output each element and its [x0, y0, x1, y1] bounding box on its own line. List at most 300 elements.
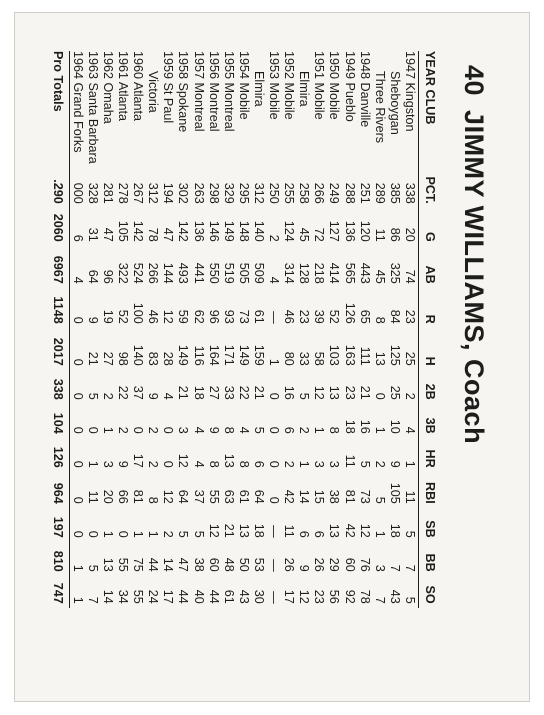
table-cell: 64 — [85, 269, 100, 284]
table-cell: 441 — [191, 262, 206, 284]
table-cell: 1 — [101, 530, 116, 538]
column-header: 3B — [418, 404, 437, 438]
table-cell: 2 — [161, 530, 176, 538]
table-cell: 27 — [101, 351, 116, 366]
table-cell: 3 — [312, 460, 327, 468]
table-cell: 18 — [342, 419, 357, 434]
table-cell: 295 — [236, 182, 251, 204]
table-cell: 42 — [342, 523, 357, 538]
table-cell: 0 — [85, 426, 100, 434]
table-cell: 11 — [372, 228, 387, 242]
table-cell: 84 — [387, 309, 402, 324]
table-cell: 5 — [191, 530, 206, 538]
table-cell: 0 — [131, 426, 146, 434]
table-cell: 31 — [85, 227, 100, 242]
table-cell: 44 — [146, 557, 161, 572]
table-cell: 5 — [251, 426, 266, 434]
table-cell: 0 — [267, 460, 282, 468]
table-cell: 50 — [236, 557, 251, 572]
table-cell: 1 — [146, 530, 161, 538]
table-cell: 5 — [357, 460, 372, 468]
table-cell: 505 — [236, 262, 251, 284]
table-cell: 55 — [131, 589, 146, 604]
table-cell: 8 — [221, 426, 236, 434]
table-cell: 4 — [267, 276, 282, 284]
table-cell: 96 — [206, 309, 221, 324]
table-cell: 22 — [236, 385, 251, 400]
table-cell: 45 — [372, 269, 387, 284]
table-cell: 5 — [402, 530, 417, 538]
table-cell: 58 — [312, 351, 327, 366]
table-cell: 23 — [402, 309, 417, 324]
table-cell: 127 — [327, 220, 342, 242]
table-cell: 42 — [282, 489, 297, 504]
table-cell: 46 — [282, 309, 297, 324]
table-cell: 105 — [116, 220, 131, 242]
table-cell: — — [267, 559, 282, 572]
table-cell: 64 — [176, 489, 191, 504]
table-cell: 3 — [372, 564, 387, 572]
table-cell: 37 — [191, 489, 206, 504]
table-cell: 18 — [387, 523, 402, 538]
year-club-cell: Victoria — [146, 71, 161, 113]
table-cell: 100 — [131, 302, 146, 324]
table-cell: 21 — [251, 385, 266, 400]
table-cell: 0 — [85, 530, 100, 538]
table-cell: 52 — [327, 309, 342, 324]
table-cell: 96 — [101, 269, 116, 284]
table-cell: 3 — [176, 426, 191, 434]
table-cell: 1148 — [50, 288, 70, 328]
table-cell: 9 — [206, 426, 221, 434]
table-cell: 524 — [131, 262, 146, 284]
table-cell: 34 — [116, 589, 131, 604]
table-cell: 61 — [221, 589, 236, 604]
table-cell: 9 — [297, 564, 312, 572]
table-cell: 0 — [267, 496, 282, 504]
table-cell: 6 — [251, 460, 266, 468]
column-header: AB — [418, 246, 437, 288]
table-cell: 65 — [357, 309, 372, 324]
table-row — [221, 51, 236, 608]
table-cell: 149 — [221, 220, 236, 242]
table-cell: 2 — [282, 460, 297, 468]
table-cell: 314 — [282, 262, 297, 284]
table-cell: 0 — [267, 392, 282, 400]
table-cell: 73 — [236, 309, 251, 324]
table-cell: 289 — [372, 182, 387, 204]
table-cell: 103 — [327, 344, 342, 366]
year-club-cell: Elmira — [251, 71, 266, 107]
year-club-cell: 1947 Kingston — [402, 51, 417, 132]
table-cell: 24 — [146, 589, 161, 604]
table-cell: 144 — [161, 262, 176, 284]
player-name: JIMMY WILLIAMS, Coach — [459, 110, 489, 445]
table-cell: 288 — [342, 182, 357, 204]
table-cell: 1 — [85, 460, 100, 468]
table-cell: 0 — [70, 530, 85, 538]
table-cell: 493 — [176, 262, 191, 284]
table-cell: 126 — [342, 302, 357, 324]
table-cell: 38 — [327, 489, 342, 504]
table-cell: 16 — [357, 419, 372, 434]
table-cell: 322 — [116, 262, 131, 284]
table-cell: 6 — [312, 530, 327, 538]
table-cell: 0 — [372, 392, 387, 400]
totals-label: Pro Totals — [50, 51, 70, 168]
table-cell: 60 — [206, 557, 221, 572]
table-cell: 329 — [221, 182, 236, 204]
table-cell: 0 — [70, 460, 85, 468]
table-cell: 6967 — [50, 246, 70, 288]
table-cell: 124 — [282, 220, 297, 242]
table-cell: 6 — [297, 530, 312, 538]
table-cell: 59 — [176, 309, 191, 324]
table-cell: 40 — [191, 589, 206, 604]
table-cell: 74 — [402, 269, 417, 284]
table-cell: 47 — [101, 227, 116, 242]
column-header: YEAR CLUB — [418, 51, 437, 168]
table-cell: — — [267, 591, 282, 604]
table-cell: 255 — [282, 182, 297, 204]
table-cell: 47 — [176, 557, 191, 572]
table-row — [311, 51, 326, 608]
table-cell: 18 — [191, 385, 206, 400]
table-cell: 80 — [282, 351, 297, 366]
table-row — [191, 51, 206, 608]
table-cell: 12 — [297, 589, 312, 604]
column-header: G — [418, 208, 437, 246]
table-cell: 9 — [387, 460, 402, 468]
table-cell: 0 — [70, 496, 85, 504]
table-cell: 27 — [206, 385, 221, 400]
table-cell: 12 — [161, 489, 176, 504]
table-cell: 266 — [146, 262, 161, 284]
table-cell: 62 — [191, 309, 206, 324]
year-club-cell: 1961 Atlanta — [116, 51, 131, 122]
year-club-cell: Three Rivers — [372, 71, 387, 144]
year-club-cell: 1964 Grand Forks — [70, 51, 85, 153]
table-cell: 20 — [402, 227, 417, 242]
card-title — [458, 65, 489, 444]
table-cell: 3 — [101, 460, 116, 468]
rotated-content — [15, 13, 530, 702]
table-cell: 267 — [131, 182, 146, 204]
column-header: RBI — [418, 472, 437, 508]
table-cell: 47 — [161, 227, 176, 242]
table-cell: 14 — [297, 489, 312, 504]
table-cell: 0 — [70, 316, 85, 324]
table-cell: 29 — [327, 557, 342, 572]
table-row — [69, 51, 85, 608]
table-cell: 15 — [312, 489, 327, 504]
table-cell: 63 — [221, 489, 236, 504]
table-cell: 22 — [116, 385, 131, 400]
table-cell: 0 — [267, 426, 282, 434]
column-header: HR — [418, 438, 437, 472]
table-cell: 21 — [221, 523, 236, 538]
table-cell: 61 — [251, 309, 266, 324]
table-cell: 0 — [161, 426, 176, 434]
table-cell: 1 — [297, 460, 312, 468]
table-cell: 1 — [372, 426, 387, 434]
table-cell: 19 — [101, 309, 116, 324]
table-cell: 38 — [191, 557, 206, 572]
table-cell: 13 — [327, 385, 342, 400]
table-row — [145, 51, 160, 608]
table-cell: 136 — [191, 220, 206, 242]
table-cell: 4 — [191, 426, 206, 434]
totals-row — [50, 51, 70, 608]
year-club-cell: Sheboygan — [387, 71, 402, 135]
table-cell: 61 — [236, 489, 251, 504]
table-cell: 171 — [221, 344, 236, 366]
table-cell: 26 — [282, 557, 297, 572]
table-cell: 93 — [221, 309, 236, 324]
table-cell: 298 — [206, 182, 221, 204]
table-cell: 1 — [267, 358, 282, 366]
table-cell: — — [267, 525, 282, 538]
table-cell: 148 — [236, 220, 251, 242]
table-cell: 12 — [312, 385, 327, 400]
table-cell: 12 — [357, 523, 372, 538]
card-number: 40 — [459, 65, 489, 97]
table-cell: 56 — [327, 589, 342, 604]
table-cell: 11 — [85, 490, 100, 504]
table-cell: 2 — [146, 460, 161, 468]
table-cell: 263 — [191, 182, 206, 204]
table-cell: 1 — [70, 596, 85, 604]
table-row — [100, 51, 115, 608]
table-cell: 12 — [176, 453, 191, 468]
table-cell: 8 — [372, 316, 387, 324]
table-cell: 17 — [161, 589, 176, 604]
table-cell: 17 — [131, 453, 146, 468]
table-cell: 23 — [342, 385, 357, 400]
table-cell: 52 — [116, 309, 131, 324]
table-cell: 000 — [70, 182, 85, 204]
table-cell: 312 — [251, 182, 266, 204]
table-row — [266, 51, 281, 608]
table-cell: 5 — [402, 596, 417, 604]
table-cell: 23 — [312, 589, 327, 604]
table-cell: 2017 — [50, 328, 70, 370]
table-cell: 4 — [161, 392, 176, 400]
year-club-cell: 1948 Danville — [357, 51, 372, 128]
year-club-cell: 1950 Mobile — [327, 51, 342, 120]
table-cell: 747 — [50, 576, 70, 608]
table-cell: 1 — [70, 564, 85, 572]
table-cell: 197 — [50, 508, 70, 542]
stats-body — [69, 51, 418, 608]
table-cell: 53 — [251, 557, 266, 572]
table-cell: 111 — [357, 346, 372, 366]
table-row — [296, 51, 311, 608]
table-cell: 33 — [221, 385, 236, 400]
table-cell: 2 — [267, 234, 282, 242]
table-cell: 55 — [206, 489, 221, 504]
table-row — [236, 51, 251, 608]
table-cell: 6 — [70, 234, 85, 242]
table-cell: 18 — [251, 523, 266, 538]
table-cell: 104 — [50, 404, 70, 438]
table-cell: 2 — [297, 426, 312, 434]
table-cell: 1 — [312, 426, 327, 434]
table-cell: 5 — [85, 564, 100, 572]
table-cell: 146 — [206, 220, 221, 242]
table-cell: 519 — [221, 262, 236, 284]
table-cell: 13 — [221, 453, 236, 468]
table-cell: 44 — [206, 589, 221, 604]
table-cell: 12 — [206, 523, 221, 538]
table-cell: 142 — [176, 220, 191, 242]
table-cell: 13 — [372, 351, 387, 366]
table-cell: 9 — [146, 392, 161, 400]
table-cell: 509 — [251, 262, 266, 284]
table-cell: 163 — [342, 344, 357, 366]
table-cell: 338 — [402, 182, 417, 204]
year-club-cell: 1953 Mobile — [267, 51, 282, 120]
table-cell: 92 — [342, 589, 357, 604]
table-cell: 266 — [312, 182, 327, 204]
table-cell: 5 — [297, 392, 312, 400]
table-cell: 281 — [101, 182, 116, 204]
table-cell: 105 — [387, 482, 402, 504]
year-club-cell: 1962 Omaha — [101, 51, 116, 124]
column-header: R — [418, 288, 437, 328]
table-cell: 140 — [131, 344, 146, 366]
year-club-cell: 1951 Mobile — [312, 51, 327, 120]
table-cell: 5 — [372, 496, 387, 504]
year-club-cell: 1949 Pueblo — [342, 51, 357, 122]
year-club-cell: Elmira — [297, 71, 312, 107]
table-cell: 0 — [70, 426, 85, 434]
table-cell: 86 — [387, 227, 402, 242]
year-club-cell: 1958 Spokane — [176, 51, 191, 133]
table-cell: 964 — [50, 472, 70, 508]
table-cell: 0 — [116, 530, 131, 538]
table-cell: 7 — [85, 596, 100, 604]
table-cell: 6 — [282, 426, 297, 434]
table-cell: 10 — [387, 419, 402, 434]
table-cell: 9 — [116, 460, 131, 468]
table-cell: 0 — [70, 358, 85, 366]
table-cell: 5 — [85, 392, 100, 400]
year-club-cell: 1960 Atlanta — [131, 51, 146, 122]
table-cell: 125 — [387, 344, 402, 366]
table-cell: 64 — [251, 489, 266, 504]
table-row — [130, 51, 145, 608]
table-cell: 4 — [70, 276, 85, 284]
table-cell: 120 — [357, 220, 372, 242]
table-cell: 302 — [176, 182, 191, 204]
column-header: 2B — [418, 370, 437, 404]
table-cell: 11 — [342, 454, 357, 468]
table-cell: — — [267, 311, 282, 324]
table-cell: 194 — [161, 182, 176, 204]
table-cell: 21 — [176, 385, 191, 400]
table-cell: 2060 — [50, 208, 70, 246]
table-cell: 81 — [342, 489, 357, 504]
table-cell: 126 — [50, 438, 70, 472]
table-cell: 8 — [146, 496, 161, 504]
table-cell: 21 — [357, 385, 372, 400]
table-cell: 4 — [402, 426, 417, 434]
table-cell: 21 — [85, 351, 100, 366]
table-cell: 13 — [101, 557, 116, 572]
table-cell: 48 — [221, 557, 236, 572]
table-row — [387, 51, 402, 608]
table-cell: 325 — [387, 262, 402, 284]
table-row — [85, 51, 100, 608]
table-cell: 44 — [176, 589, 191, 604]
table-row — [115, 51, 130, 608]
year-club-cell: 1955 Montreal — [221, 51, 236, 132]
table-cell: 7 — [402, 564, 417, 572]
table-cell: 2 — [116, 426, 131, 434]
table-cell: 2 — [402, 392, 417, 400]
table-cell: 72 — [312, 227, 327, 242]
table-cell: 149 — [236, 344, 251, 366]
table-cell: 33 — [297, 351, 312, 366]
table-cell: 8 — [206, 460, 221, 468]
table-cell: 12 — [161, 309, 176, 324]
table-cell: 66 — [116, 489, 131, 504]
table-cell: 338 — [50, 370, 70, 404]
table-row — [281, 51, 296, 608]
table-cell: 23 — [297, 309, 312, 324]
table-cell: 5 — [176, 530, 191, 538]
table-cell: 73 — [357, 489, 372, 504]
table-cell: 14 — [101, 589, 116, 604]
table-cell: 60 — [342, 557, 357, 572]
table-cell: 258 — [297, 182, 312, 204]
table-row — [175, 51, 190, 608]
table-cell: 78 — [146, 227, 161, 242]
table-cell: 116 — [191, 345, 206, 366]
table-cell: 0 — [70, 392, 85, 400]
table-cell: 0 — [161, 460, 176, 468]
table-cell: 810 — [50, 542, 70, 576]
table-cell: 443 — [357, 262, 372, 284]
table-cell: .290 — [50, 168, 70, 208]
table-cell: 25 — [387, 385, 402, 400]
table-cell: 75 — [131, 557, 146, 572]
table-cell: 128 — [297, 262, 312, 284]
table-cell: 136 — [342, 220, 357, 242]
table-cell: 83 — [146, 351, 161, 366]
table-cell: 16 — [282, 385, 297, 400]
career-stats-table — [50, 51, 437, 608]
column-header: SO — [418, 576, 437, 608]
table-cell: 164 — [206, 344, 221, 366]
table-cell: 25 — [402, 351, 417, 366]
table-row — [402, 51, 419, 608]
table-cell: 3 — [327, 460, 342, 468]
baseball-card-back — [14, 12, 530, 702]
table-cell: 28 — [161, 351, 176, 366]
column-header: H — [418, 328, 437, 370]
column-header: BB — [418, 542, 437, 576]
table-cell: 76 — [357, 557, 372, 572]
year-club-cell: 1954 Mobile — [236, 51, 251, 120]
table-cell: 46 — [146, 309, 161, 324]
year-club-cell: 1959 St Paul — [161, 51, 176, 124]
table-cell: 250 — [267, 182, 282, 204]
table-cell: 159 — [251, 344, 266, 366]
table-cell: 312 — [146, 182, 161, 204]
table-cell: 1 — [101, 426, 116, 434]
